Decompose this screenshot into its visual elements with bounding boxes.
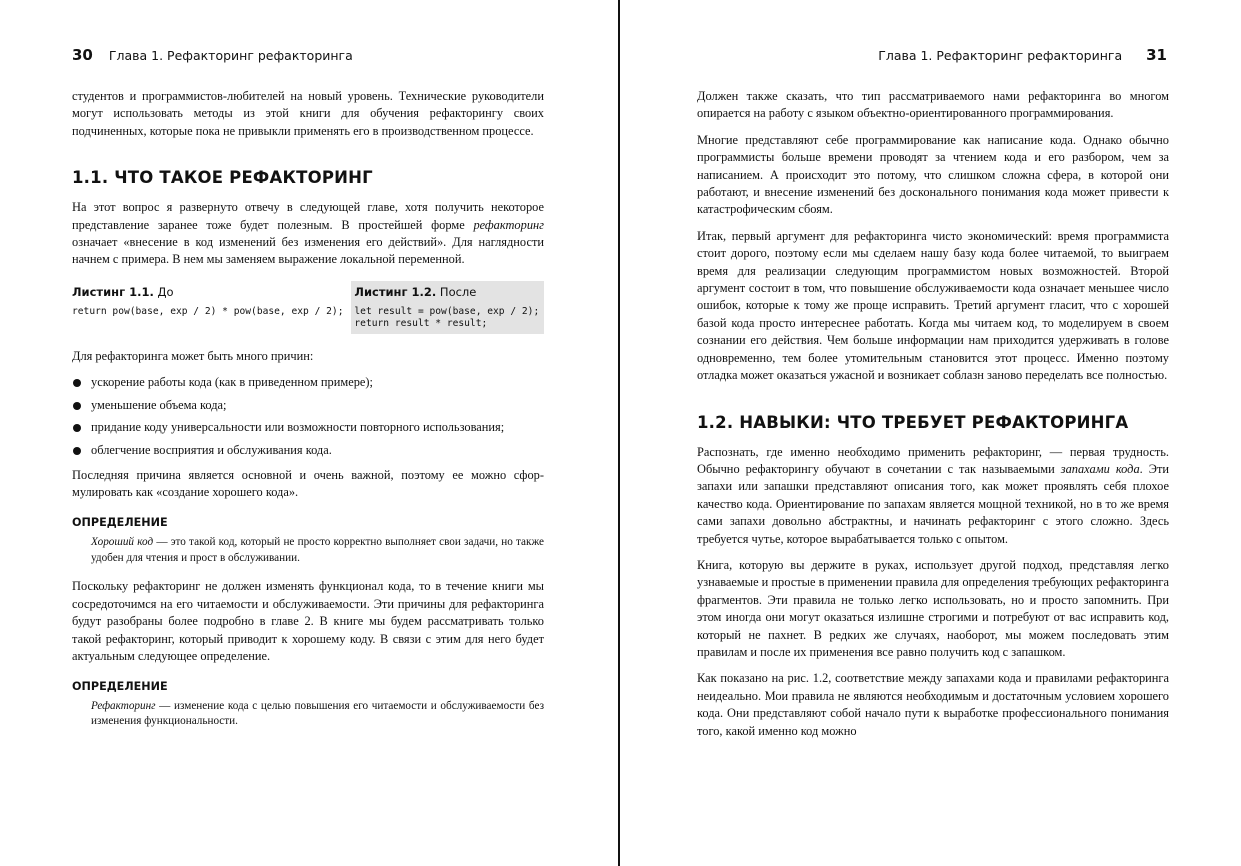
- left-running-title: Глава 1. Рефакторинг рефакторинга: [108, 48, 353, 63]
- definition-title: ОПРЕДЕЛЕНИЕ: [72, 679, 168, 693]
- listing-after-code: let result = pow(base, exp / 2); return result * result;: [354, 305, 540, 330]
- arguments-paragraph: Итак, первый аргумент для рефакторинга чисто экономический: время программиста стоит дорого, поэтому если мы сделаем нашу базу кода более читаемой, то выиграем время для реализации следующим программистом новых возможностей. Второй аргумент состоит в том, что повышение обслуживаемости кода означает меньшее число ошибок, которые к тому же проще исправить. Третий аргумент гласит, что с хорошей базой кода просто интереснее работать. Когда мы читаем код, то моделируем в своем сознании его действия. Чем больше информации нам приходится удерживать в голове одновременно, тем более утомительным становится этот процесс. Именно поэтому отладка может оказаться ужасной и возникает соблазн заново переделать все полностью.: [697, 228, 1169, 383]
- section-heading-1-2: 1.2. НАВЫКИ: ЧТО ТРЕБУЕТ РЕФАКТОРИНГА: [697, 412, 1129, 432]
- left-page-body: [72, 88, 544, 742]
- definition-title: ОПРЕДЕЛЕНИЕ: [72, 515, 168, 529]
- definition-good-code: [72, 516, 544, 567]
- right-page-body: [697, 88, 1169, 749]
- definition-text: Рефакторинг — изменение кода с целью повышения его читаемости и обслуживаемости без изменения функциональности.: [91, 699, 544, 728]
- last-reason-paragraph: Последняя причина является основной и очень важной, поэтому ее можно сформулировать как «создание хорошего кода».: [72, 468, 544, 500]
- refactoring-definition-paragraph: На этот вопрос я развернуто отвечу в следующей главе, хотя получить некоторое представление заранее тоже будет полезным. В простейшей форме рефакторинг означает «внесение в код изменений без изменения его действий». Для наглядности начнем с примера. В нем мы заменяем выражение локальной переменной.: [72, 200, 544, 267]
- left-page-number: 30: [72, 46, 93, 64]
- focus-paragraph: Поскольку рефакторинг не должен изменять функционал кода, то в течение книги мы сосредоточимся на его читаемости и обслуживаемости. Эти причины для рефакторинга будут разобраны более подробно в главе 2. В книге мы будем рассматривать только такой рефакторинг, который приводит к хорошему коду. В связи с этим для него будет актуальным следующее определение.: [72, 579, 544, 664]
- right-running-title: Глава 1. Рефакторинг рефакторинга: [878, 48, 1123, 63]
- reasons-list: [72, 374, 544, 459]
- list-item: придание коду универсальности или возможности повторного использования;: [72, 419, 544, 436]
- listing-after-title: Листинг 1.2. После: [354, 284, 477, 299]
- listing-before: [72, 281, 351, 334]
- page-spine-divider: [618, 0, 620, 866]
- list-item: облегчение восприятия и обслуживания кода.: [72, 442, 544, 459]
- bullet-icon: [73, 447, 81, 455]
- rules-paragraph: Книга, которую вы держите в руках, использует другой подход, представляя легко узнаваемые и простые в применении правила для определения требующих рефакторинга фрагментов. Эти правила не только легко использовать, но и просто запомнить. При этом иногда они могут оказаться излишне строгими и потребуют от вас исправить код, который не пахнет. В редких же случаях, наоборот, мы можем последовать этим правилам и после их применения все равно получить код с запашком.: [697, 557, 1169, 659]
- reading-code-paragraph: Многие представляют себе программирование как написание кода. Однако обычно программисты больше времени проводят за чтением кода и его разбором, чем за написанием. А происходит это потому, что слишком сложна сфера, в которой они работают, и внесение изменений без досконального понимания кода может привести к катастрофическим сбоям.: [697, 132, 1169, 217]
- code-smells-term: запахами кода: [1060, 461, 1140, 476]
- code-smells-paragraph: Распознать, где именно необходимо применить рефакторинг, — первая трудность. Обычно рефакторингу обучают в сочетании с так называемыми запахами кода. Эти запахи или запашки представляют описания того, как может проявлять себя плохое качество кода. Ориентирование по запахам является мощной техникой, но в то же время сами запахи довольно абстрактны, и начинать рефакторинг с этого сложно. Здесь требуется чутье, которое вырабатывается только с опытом.: [697, 444, 1169, 546]
- listing-before-title: Листинг 1.1. До: [72, 284, 174, 299]
- intro-paragraph: студентов и программистов-любителей на новый уровень. Технические руководители могут использовать методы из этой книги для обучения рефакторингу своих подчиненных, которые пока не привыкли применять его в производственном процессе.: [72, 89, 544, 138]
- definition-refactoring: [72, 680, 544, 731]
- listing-before-code: return pow(base, exp / 2) * pow(base, exp / 2);: [72, 305, 344, 317]
- list-item: ускорение работы кода (как в приведенном примере);: [72, 374, 544, 391]
- list-item: уменьшение объема кода;: [72, 397, 544, 414]
- section-heading-1-1: 1.1. ЧТО ТАКОЕ РЕФАКТОРИНГ: [72, 168, 373, 188]
- listing-after: [351, 281, 544, 334]
- code-listings: [72, 281, 544, 334]
- bullet-icon: [73, 424, 81, 432]
- definition-text: Хороший код — это такой код, который не просто корректно выполняет свои задачи, но также удобен для чтения и прост в обслуживании.: [91, 535, 545, 564]
- bullet-icon: [73, 402, 81, 410]
- reasons-intro: Для рефакторинга может быть много причин:: [72, 349, 314, 364]
- left-page-header: [72, 46, 353, 68]
- refactoring-term: рефакторинг: [473, 217, 544, 232]
- right-page-number: 31: [1146, 46, 1167, 64]
- right-page-header: [878, 46, 1167, 68]
- bullet-icon: [73, 379, 81, 387]
- oop-paragraph: Должен также сказать, что тип рассматриваемого нами рефакторинга во многом опирается на работу с языком объектно-ориентированного программирования.: [697, 89, 1169, 121]
- figure-reference-paragraph: Как показано на рис. 1.2, соответствие между запахами кода и правилами рефакторинга неидеально. Мои правила не являются необходимым и достаточным условием хорошего кода. Они представляют собой начало пути к выработке профессионального понимания того, какой именно код можно: [697, 671, 1169, 738]
